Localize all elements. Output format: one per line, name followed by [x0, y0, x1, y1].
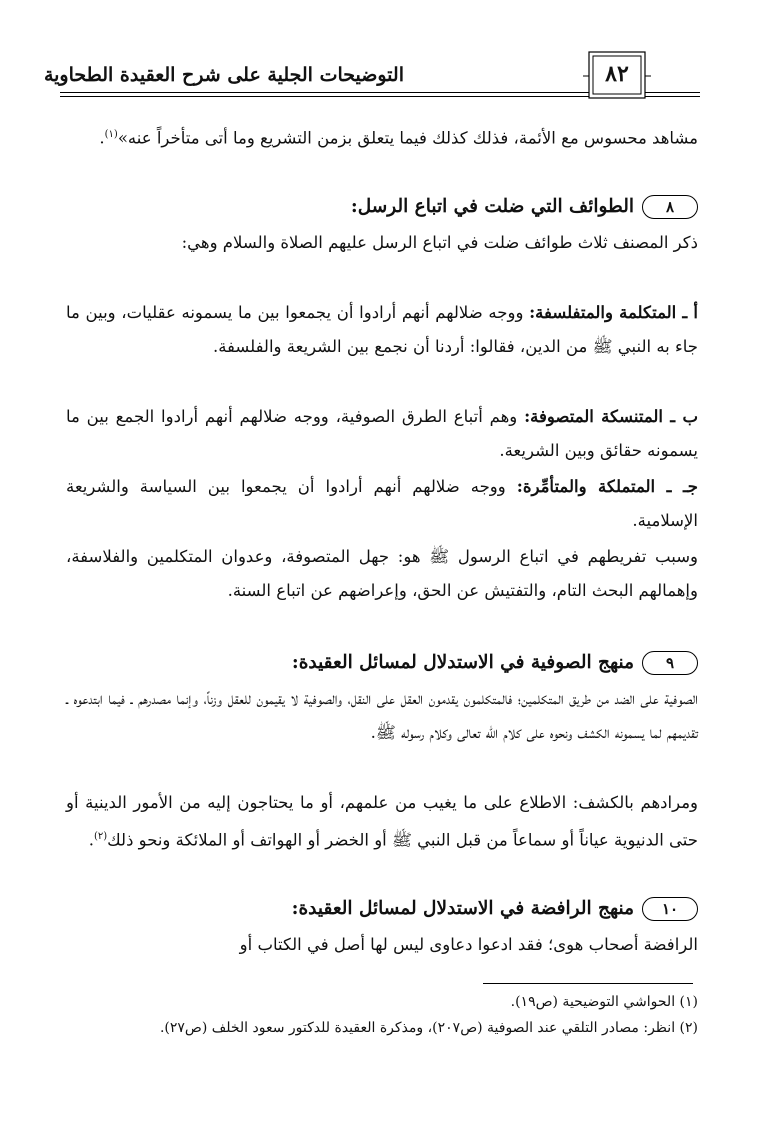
- page-number: ٨٢: [605, 61, 629, 87]
- section-8-item-a: [66, 296, 698, 364]
- section-8-item-b: [66, 400, 698, 468]
- section-8-number: ٨: [642, 195, 698, 219]
- section-9-paragraph-2: ومرادهم بالكشف: الاطلاع على ما يغيب من علمهم، أو ما يحتاجون إليه من الأمور الدينية أو حتى الدنيوية عياناً أو سماعاً من قبل النبي ﷺ أو الخضر أو الهواتف أو الملائكة ونحو ذلك$^{(٢)}$.: [66, 793, 698, 850]
- section-9-number: ٩: [642, 651, 698, 675]
- section-10-title: منهج الرافضة في الاستدلال لمسائل العقيدة:: [291, 898, 634, 919]
- item-a-text: ووجه ضلالهم أنهم أرادوا أن يجمعوا بين ما يسمونه عقليات، وبين ما جاء به النبي ﷺ من الدين، فقالوا: أردنا أن نجمع بين الشريعة والفلسفة.: [66, 303, 698, 356]
- section-9-paragraph-2-text: ومرادهم بالكشف: الاطلاع على ما يغيب من علمهم، أو ما يحتاجون إليه من الأمور الدينية أو حتى الدنيوية عياناً أو سماعاً من قبل النبي ﷺ أو الخضر أو الهواتف أو الملائكة ونحو ذلك: [66, 793, 698, 850]
- footnote-ref-2: (٢): [93, 831, 108, 842]
- section-8-title: الطوائف التي ضلت في اتباع الرسل:: [350, 196, 634, 217]
- footnote-ref-1: (١): [104, 129, 118, 140]
- running-header-title: التوضيحات الجلية على شرح العقيدة الطحاوية: [43, 64, 404, 86]
- section-8-cause: وسبب تفريطهم في اتباع الرسول ﷺ هو: جهل المتصوفة، وعدوان المتكلمين والفلاسفة، وإهمالهم البحث التام، والتفتيش عن الحق، وإعراضهم عن اتباع السنة.: [66, 547, 698, 600]
- section-8-heading: [66, 190, 698, 224]
- section-9-title: منهج الصوفية في الاستدلال لمسائل العقيدة:: [291, 652, 634, 673]
- section-10-paragraph-1: الرافضة أصحاب هوى؛ فقد ادعوا دعاوى ليس لها أصل في الكتاب أو: [239, 935, 698, 954]
- footnote-2: (٢) انظر: مصادر التلقي عند الصوفية (ص٢٠٧)، ومذكرة العقيدة للدكتور سعود الخلف (ص٢٧).: [159, 1020, 698, 1036]
- item-b-label: ب ـ المتنسكة المتصوفة:: [524, 407, 698, 426]
- item-a-label: أ ـ المتكلمة والمتفلسفة:: [529, 303, 698, 322]
- item-c-text: ووجه ضلالهم أنهم أرادوا أن يجمعوا بين السياسة والشريعة الإسلامية.: [66, 477, 698, 530]
- section-9-heading: [66, 646, 698, 680]
- footnote-separator: [483, 983, 693, 984]
- item-b-text: وهم أتباع الطرق الصوفية، ووجه ضلالهم أنهم أرادوا الجمع بين ما يسمونه حقائق وبين الشريعة.: [66, 407, 698, 460]
- intro-text: مشاهد محسوس مع الأئمة، فذلك كذلك فيما يتعلق بزمن التشريع وما أتى متأخراً عنه»: [117, 128, 698, 148]
- page-number-frame: [581, 48, 653, 102]
- footnote-1: (١) الحواشي التوضيحية (ص١٩).: [510, 994, 698, 1010]
- section-10-number: ١٠: [642, 897, 698, 921]
- section-8-intro: ذكر المصنف ثلاث طوائف ضلت في اتباع الرسل عليهم الصلاة والسلام وهي:: [181, 233, 698, 252]
- section-8-item-c: [66, 470, 698, 538]
- intro-paragraph: مشاهد محسوس مع الأئمة، فذلك كذلك فيما يتعلق بزمن التشريع وما أتى متأخراً عنه»$^{(١)}$.: [99, 128, 698, 148]
- section-10-heading: [66, 892, 698, 926]
- section-9-paragraph-1: الصوفية على الضد من طريق المتكلمين؛ فالمتكلمون يقدمون العقل على النقل، والصوفية لا يقيمون للعقل وزناً، وإنما مصدرهم ـ فيما ابتدعوه ـ تقديمهم لما يسمونه الكشف ونحوه على كلام الله تعالى وكلام رسوله ﷺ.: [66, 689, 698, 742]
- item-c-label: جـ ـ المتملكة والمتأمِّرة:: [516, 477, 698, 496]
